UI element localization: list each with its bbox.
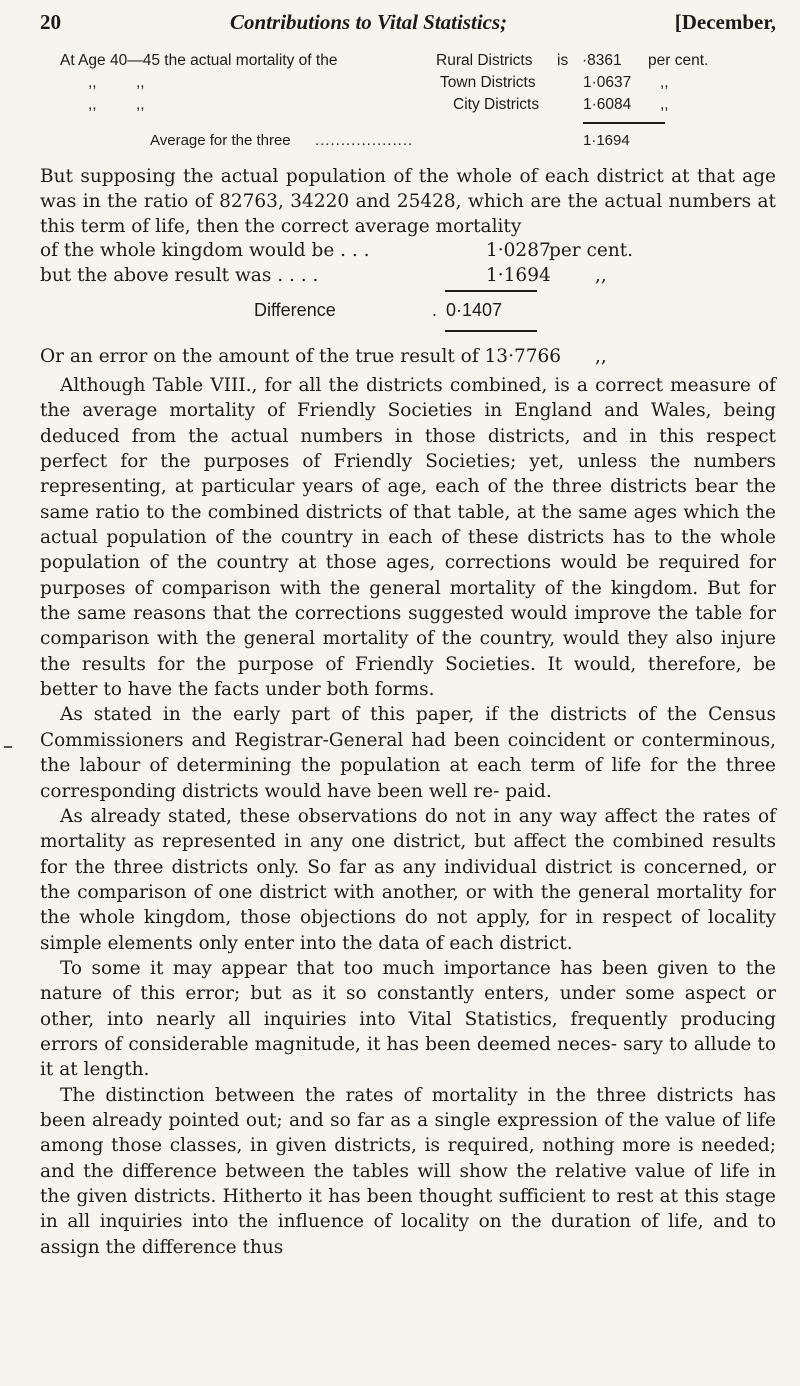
table-row [60, 52, 760, 74]
calc-text: of the whole kingdom would be . . . [40, 240, 370, 261]
error-text: Or an error on the amount of the true result of 13·7766 [40, 346, 562, 367]
district-name: Town Districts [440, 74, 536, 91]
ditto-mark: ,, [88, 96, 97, 113]
running-date: [December, [674, 10, 776, 34]
running-head [40, 6, 776, 40]
average-leader: ................... [315, 132, 414, 149]
error-unit: ,, [595, 346, 607, 367]
mortality-table [60, 52, 760, 118]
mortality-value: ·8361 [582, 52, 622, 69]
ditto-mark: ,, [136, 74, 145, 91]
table-row [60, 74, 760, 96]
paragraph: But supposing the actual population of the whole of each district at that age was in the ratio of 82763, 34220 and 25428, which are the actual numbers at this term of life, then the correct average mortality [40, 166, 776, 237]
district-name: Rural Districts [436, 52, 533, 69]
average-rule [583, 122, 665, 124]
mortality-unit: ,, [660, 74, 669, 91]
margin-mark [4, 746, 12, 748]
paragraph: Although Table VIII., for all the districts combined, is a correct measure of the average mortality of Friendly Societies in England and Wales, being deduced from the actual numbers in those districts, and in this respect perfect for the purposes of Friendly Societies; yet, unless the numbers representing, at particular years of age, each of the three districts bear the same ratio to the combined districts of that table, at the same ages which the actual population of the country in each of these districts has to the whole population of the country at those ages, corrections would be required for purposes of comparison with the general mortality of the kingdom. But for the same reasons that the corrections suggested would improve the table for comparison with the general mortality of the country, would they also injure the results for the purpose of Friendly Societies. It would, therefore, be better to have the facts under both forms. [40, 375, 776, 701]
ditto-mark: ,, [136, 96, 145, 113]
difference-label: Difference [254, 300, 336, 320]
average-label: Average for the three [150, 132, 291, 149]
difference-dot: . [432, 300, 438, 320]
paragraph: As stated in the early part of this paper, if the districts of the Census Commissioners and Registrar-General had been coincident or conterminous, the labour of determining the population at each term of life for the three corresponding districts would have been well re- paid. [40, 704, 776, 802]
ditto-mark: ,, [88, 74, 97, 91]
calc-line [40, 240, 776, 265]
calc-line [40, 265, 776, 290]
district-name: City Districts [453, 96, 540, 113]
calc-text: but the above result was . . . . [40, 265, 319, 286]
calc-value: 1·1694 [486, 265, 551, 286]
difference-rule-top [445, 290, 537, 292]
mortality-unit: ,, [660, 96, 669, 113]
paragraph: The distinction between the rates of mortality in the three districts has been already pointed out; and so far as a single expression of the value of life among those classes, in given districts, is required, nothing more is needed; and the difference between the tables will show the relative value of life in the given districts. Hitherto it has been thought sufficient to rest at this stage in all inquiries into the influence of locality on the duration of life, and to assign the difference thus [40, 1084, 776, 1258]
difference-value: 0·1407 [446, 300, 503, 320]
mortality-unit: per cent. [648, 52, 709, 69]
mortality-value: 1·0637 [583, 74, 632, 91]
paragraph: As already stated, these observations do not in any way affect the rates of mortality as represented in any one district, but affect the combined results for the three districts only. So far as any individual district is concerned, or the comparison of one district with another, or with the general mortality for the whole kingdom, those objections do not apply, for in respect of locality simple elements only enter into the data of each district. [40, 805, 776, 954]
body-text [40, 373, 776, 1260]
calc-unit: ,, [595, 265, 607, 286]
paragraph: To some it may appear that too much importance has been given to the nature of this error; but as it so constantly enters, under some aspect or other, into nearly all inquiries into Vital Statistics, frequently producing errors of considerable magnitude, it has been deemed neces- sary to allude to it at length. [40, 957, 776, 1081]
mortality-value: 1·6084 [583, 96, 632, 113]
average-value: 1·1694 [583, 132, 630, 149]
calc-unit: per cent. [549, 240, 634, 261]
difference-rule-bottom [445, 330, 537, 332]
calculation [40, 240, 776, 290]
is-word: is [557, 52, 569, 69]
calc-value: 1·0287 [486, 240, 551, 261]
running-title: Contributions to Vital Statistics; [230, 10, 508, 34]
table-row [60, 96, 760, 118]
table-intro: At Age 40—45 the actual mortality of the [60, 52, 338, 69]
page-number: 20 [40, 10, 61, 34]
